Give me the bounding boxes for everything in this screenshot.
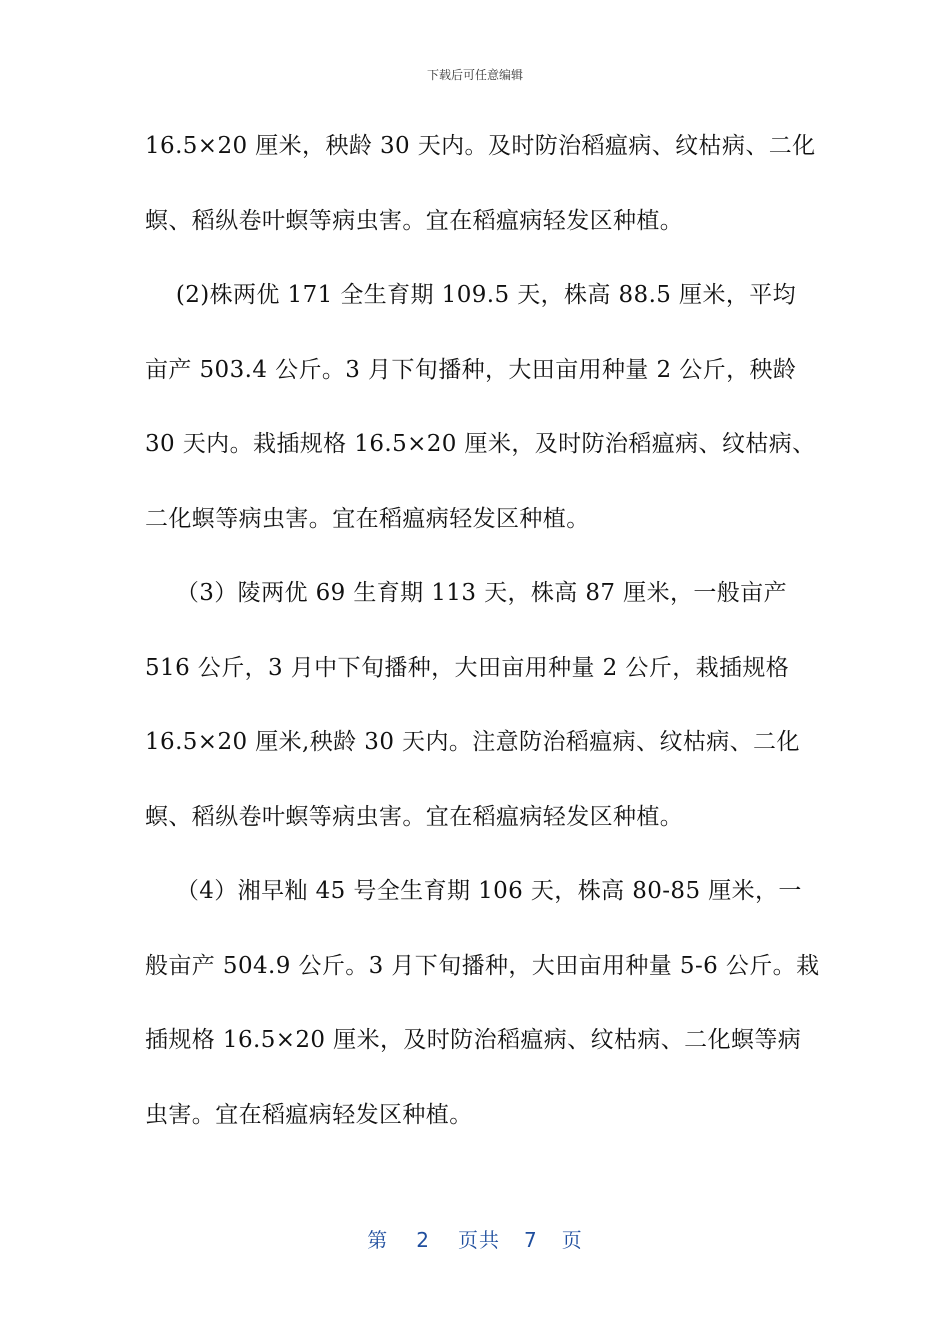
page-label-prefix: 第 bbox=[367, 1228, 389, 1252]
header-note: 下载后可任意编辑 bbox=[426, 68, 523, 82]
total-pages-number: 7 bbox=[524, 1228, 538, 1252]
page-label-mid: 页共 bbox=[458, 1228, 500, 1252]
text-line: 30 天内。栽插规格 16.5×20 厘米，及时防治稻瘟病、纹枯病、 bbox=[145, 431, 816, 457]
text-line: 16.5×20 厘米，秧龄 30 天内。及时防治稻瘟病、纹枯病、二化 bbox=[145, 133, 816, 159]
text-line: （4）湘早籼 45 号全生育期 106 天，株高 80-85 厘米，一 bbox=[145, 878, 802, 904]
current-page-number: 2 bbox=[416, 1228, 430, 1252]
text-line: 螟、稻纵卷叶螟等病虫害。宜在稻瘟病轻发区种植。 bbox=[145, 803, 684, 830]
text-line: 螟、稻纵卷叶螟等病虫害。宜在稻瘟病轻发区种植。 bbox=[145, 207, 684, 234]
text-line: 516 公斤，3 月中下旬播种，大田亩用种量 2 公斤，栽插规格 bbox=[145, 654, 790, 681]
text-line: (2)株两优 171 全生育期 109.5 天，株高 88.5 厘米，平均 bbox=[145, 282, 797, 308]
text-line: （3）陵两优 69 生育期 113 天，株高 87 厘米，一般亩产 bbox=[145, 580, 787, 606]
page-label-suffix: 页 bbox=[561, 1228, 583, 1252]
text-line: 虫害。宜在稻瘟病轻发区种植。 bbox=[145, 1101, 473, 1128]
page-footer bbox=[0, 1224, 950, 1253]
document-body bbox=[145, 122, 820, 1165]
text-line: 亩产 503.4 公斤。3 月下旬播种，大田亩用种量 2 公斤，秧龄 bbox=[145, 356, 797, 383]
text-line: 二化螟等病虫害。宜在稻瘟病轻发区种植。 bbox=[145, 505, 590, 532]
text-line: 般亩产 504.9 公斤。3 月下旬播种，大田亩用种量 5-6 公斤。栽 bbox=[145, 952, 820, 979]
text-line: 插规格 16.5×20 厘米，及时防治稻瘟病、纹枯病、二化螟等病 bbox=[145, 1027, 802, 1053]
text-line: 16.5×20 厘米,秧龄 30 天内。注意防治稻瘟病、纹枯病、二化 bbox=[145, 729, 800, 755]
